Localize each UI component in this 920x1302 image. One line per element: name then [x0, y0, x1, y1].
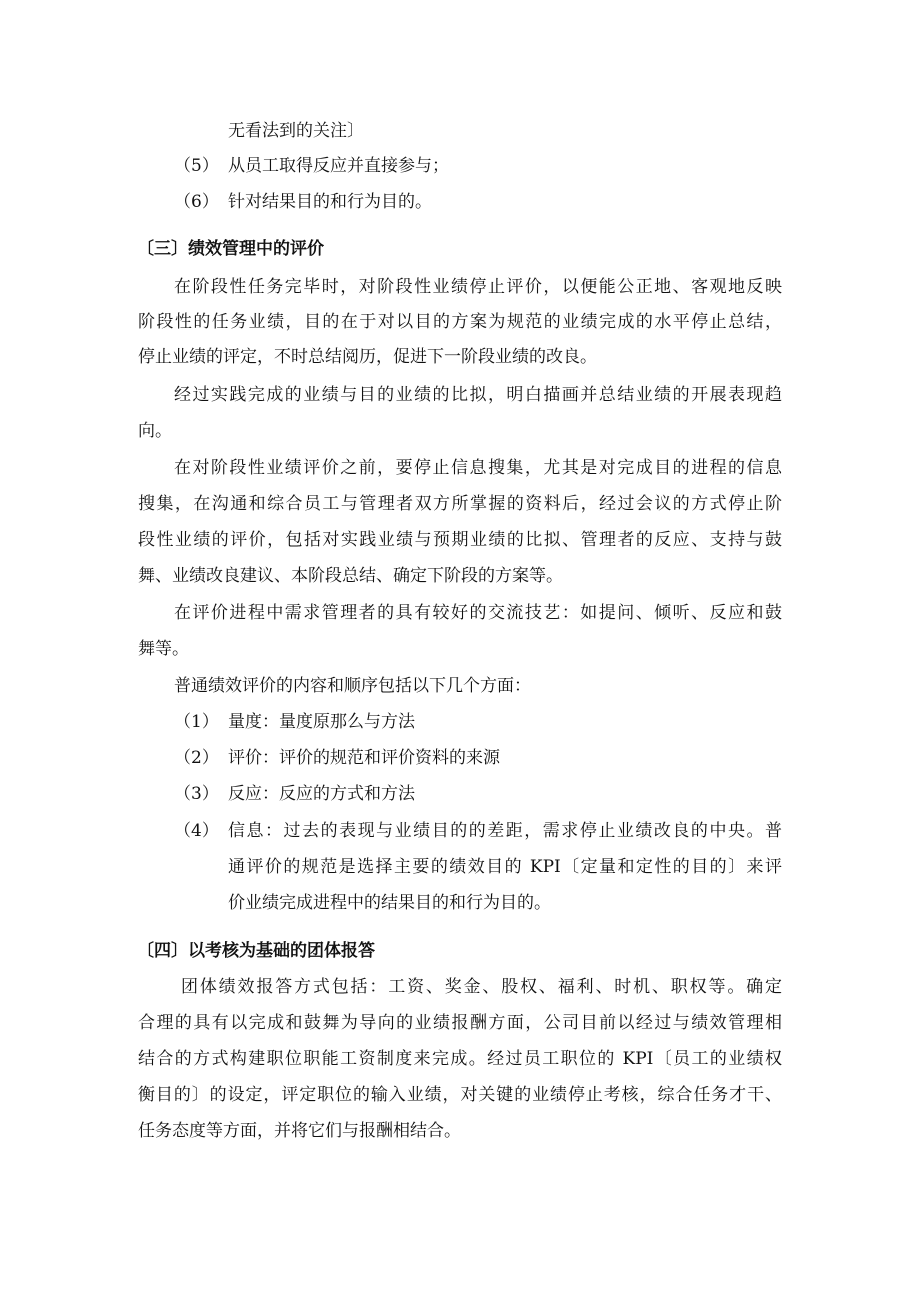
paragraph-line: 任务态度等方面，并将它们与报酬相结合。	[138, 1121, 461, 1141]
paragraph-line: 普通绩效评价的内容和顺序包括以下几个方面：	[174, 676, 531, 696]
list-number: （6）	[174, 192, 219, 212]
paragraph-line: 在评价进程中需求管理者的具有较好的交流技艺：如提问、倾听、反应和鼓	[174, 603, 782, 623]
paragraph-line: 结合的方式构建职位职能工资制度来完成。经过员工职位的 KPI〔员工的业绩权	[138, 1049, 782, 1069]
paragraph-line: 衡目的〕的设定，评定职位的输入业绩，对关键的业绩停止考核，综合任务才干、	[138, 1085, 782, 1105]
paragraph-line: 停止业绩的评定，不时总结阅历，促进下一阶段业绩的改良。	[138, 347, 597, 367]
list-number: （1）	[174, 712, 219, 732]
list-item-continuation: 无看法到的关注〕	[228, 121, 364, 141]
paragraph-line: 阶段性的任务业绩，目的在于对以目的方案为规范的业绩完成的水平停止总结，	[138, 312, 782, 332]
paragraph-line: 在对阶段性业绩评价之前，要停止信息搜集，尤其是对完成目的进程的信息	[174, 458, 782, 478]
list-number: （2）	[174, 748, 219, 768]
list-item: 价业绩完成进程中的结果目的和行为目的。	[228, 893, 551, 913]
paragraph-line: 在阶段性任务完毕时，对阶段性业绩停止评价，以便能公正地、客观地反映	[174, 277, 782, 297]
paragraph-line: 合理的具有以完成和鼓舞为导向的业绩报酬方面，公司目前以经过与绩效管理相	[138, 1013, 782, 1033]
paragraph-line: 经过实践完成的业绩与目的业绩的比拟，明白描画并总结业绩的开展表现趋	[174, 385, 782, 405]
list-number: （5）	[174, 156, 219, 176]
section-heading: 〔四〕以考核为基础的团体报答	[137, 941, 375, 961]
list-item: 针对结果目的和行为目的。	[228, 192, 432, 212]
list-item: 反应：反应的方式和方法	[228, 784, 415, 804]
section-heading: 〔三〕绩效管理中的评价	[137, 239, 324, 259]
paragraph-line: 段性业绩的评价，包括对实践业绩与预期业绩的比拟、管理者的反应、支持与鼓	[138, 530, 782, 550]
paragraph-line: 团体绩效报答方式包括：工资、奖金、股权、福利、时机、职权等。确定	[181, 977, 782, 997]
list-number: （3）	[174, 784, 219, 804]
paragraph-line: 舞、业绩改良建议、本阶段总结、确定下阶段的方案等。	[138, 566, 563, 586]
paragraph-line: 舞等。	[138, 639, 189, 659]
paragraph-line: 向。	[138, 421, 172, 441]
list-item: 评价：评价的规范和评价资料的来源	[228, 748, 500, 768]
list-number: （4）	[174, 821, 219, 841]
paragraph-line: 搜集，在沟通和综合员工与管理者双方所掌握的资料后，经过会议的方式停止阶	[138, 494, 782, 514]
list-item: 从员工取得反应并直接参与；	[228, 156, 449, 176]
list-item: 量度：量度原那么与方法	[228, 712, 415, 732]
list-item: 信息：过去的表现与业绩目的的差距，需求停止业绩改良的中央。普	[228, 821, 782, 841]
list-item: 通评价的规范是选择主要的绩效目的 KPI〔定量和定性的目的〕来评	[228, 857, 782, 877]
